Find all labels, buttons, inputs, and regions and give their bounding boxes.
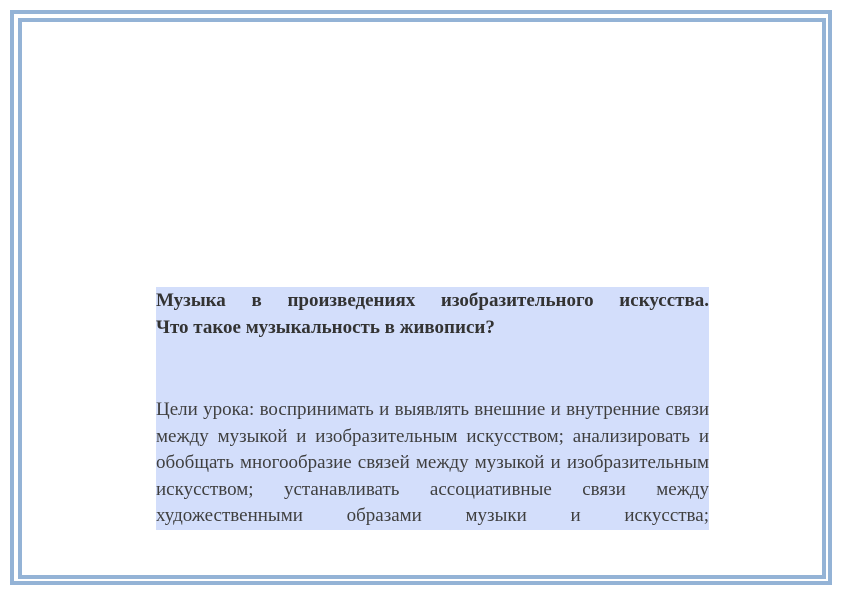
lesson-text-box (156, 287, 709, 530)
lesson-goals-text: Цели урока: воспринимать и выявлять внешние и внутренние связи между музыкой и изобразительным искусством; анализировать и обобщать многообразие связей между музыкой и изобразительным искусством; устанавливать ассоциативные связи между художественными образами музыки и искусства; (156, 399, 709, 526)
lesson-title (156, 287, 709, 341)
lesson-title-line-2: Что такое музыкальность в живописи? (156, 317, 495, 338)
spacer (156, 341, 709, 397)
lesson-title-line-1: Музыка в произведениях изобразительного искусства. (156, 290, 709, 311)
